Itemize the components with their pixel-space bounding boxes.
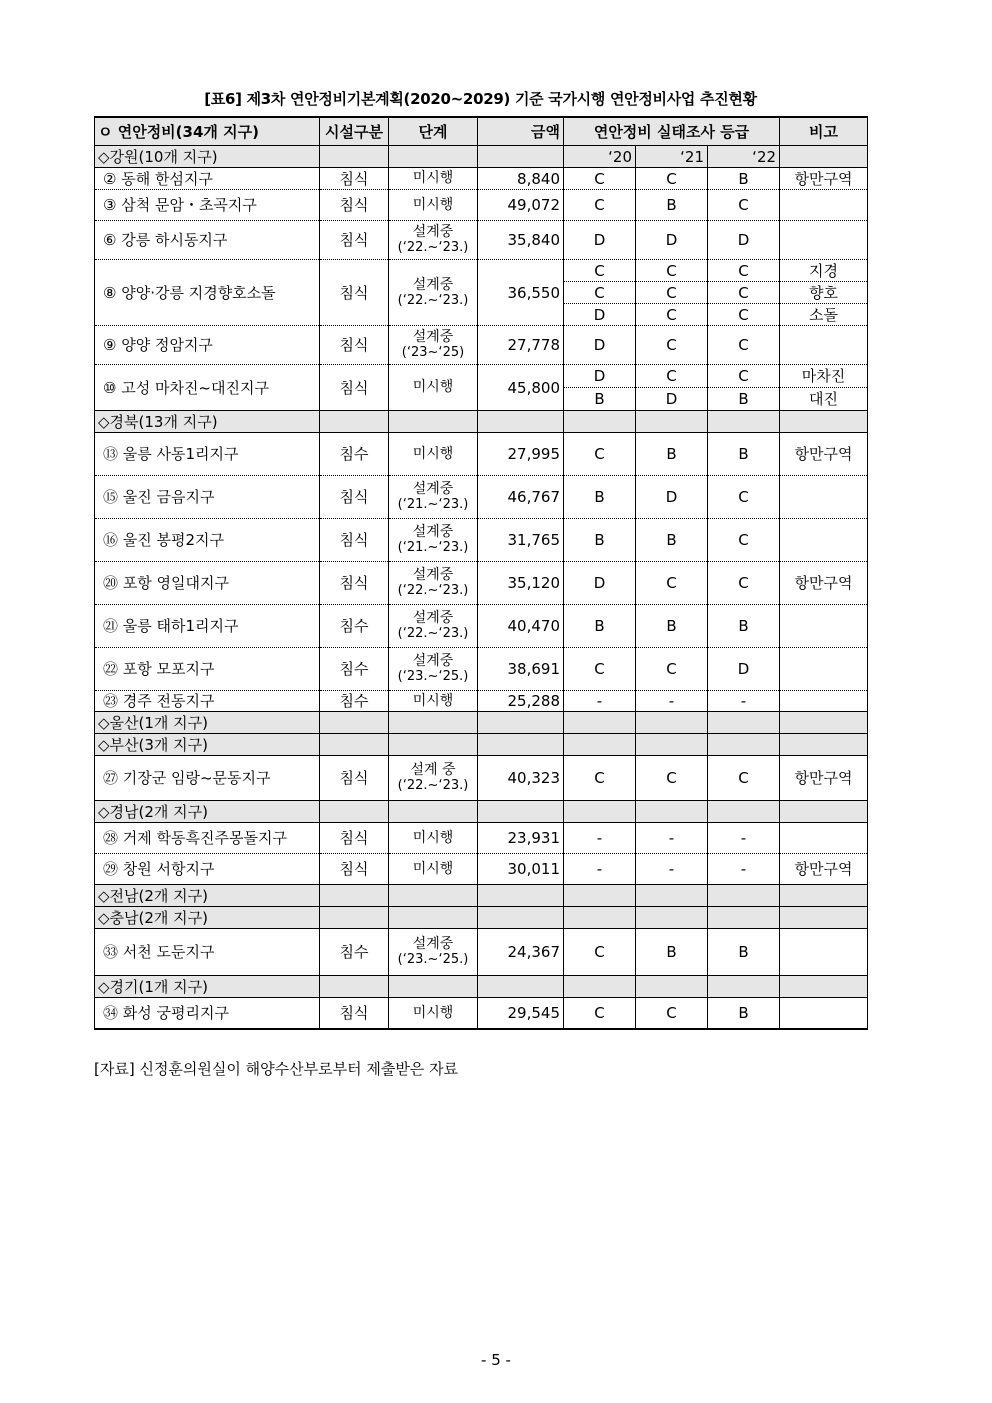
survey-grade: C [708,519,780,562]
survey-grade: B [708,998,780,1030]
stage-status: 미시행 [412,860,454,877]
survey-grade: C [564,756,636,801]
survey-grade: C [564,282,636,304]
region-row [95,146,868,168]
stage-cell [389,365,478,411]
empty-cell [478,146,564,168]
survey-grade: - [708,691,780,712]
survey-year [564,712,636,734]
district-name: ㉘ 거제 학동흑진주몽돌지구 [95,823,320,854]
empty-cell [780,712,868,734]
survey-grade: D [636,476,708,519]
stage-cell [389,168,478,190]
survey-year [708,734,780,756]
header-survey: 연안정비 실태조사 등급 [564,117,780,146]
survey-grade: B [636,190,708,221]
table-row [95,691,868,712]
empty-cell [478,712,564,734]
note-cell: 소돌 [780,304,868,326]
district-name: ⑧ 양양·강릉 지경향호소돌 [95,260,320,326]
note-cell: 항만구역 [780,168,868,190]
region-label: ◇울산(1개 지구) [95,712,320,734]
empty-cell [389,712,478,734]
stage-status: 설계 중 [410,762,456,778]
stage-status: 미시행 [412,196,454,213]
stage-cell [389,221,478,260]
survey-grade: B [636,433,708,476]
survey-grade: B [708,388,780,411]
note-cell: 항만구역 [780,854,868,885]
empty-cell [320,976,389,998]
survey-year [636,712,708,734]
survey-year [708,885,780,907]
facility-type: 침수 [320,691,389,712]
survey-grade: - [708,854,780,885]
stage-cell [389,691,478,712]
region-row [95,411,868,433]
survey-grade: C [564,998,636,1030]
survey-grade: B [636,605,708,648]
survey-grade: - [708,823,780,854]
survey-grade: C [708,190,780,221]
empty-cell [478,907,564,929]
survey-grade: B [564,605,636,648]
facility-type: 침수 [320,605,389,648]
stage-status: 미시행 [412,829,454,846]
survey-grade: D [636,388,708,411]
region-label: ◇충남(2개 지구) [95,907,320,929]
survey-grade: D [564,365,636,388]
district-name: ㉙ 창원 서항지구 [95,854,320,885]
district-name: ③ 삼척 문암・초곡지구 [95,190,320,221]
survey-grade: C [636,998,708,1030]
survey-grade: B [708,605,780,648]
stage-cell [389,998,478,1030]
amount-value: 31,765 [478,519,564,562]
stage-period: (‘22.~‘23.) [397,626,469,641]
amount-value: 40,470 [478,605,564,648]
empty-cell [478,411,564,433]
header-facility: 시설구분 [320,117,389,146]
survey-grade: C [636,365,708,388]
survey-grade: B [708,929,780,976]
survey-year: ‘21 [636,146,708,168]
table-row [95,190,868,221]
header-district: ㅇ 연안정비(34개 지구) [95,117,320,146]
stage-period: (‘22.~‘23.) [397,778,469,793]
note-cell [780,326,868,365]
survey-grade: C [708,304,780,326]
note-cell: 항만구역 [780,433,868,476]
region-label: ◇경북(13개 지구) [95,411,320,433]
project-status-table [94,116,868,1030]
survey-grade: D [564,326,636,365]
empty-cell [780,907,868,929]
amount-value: 8,840 [478,168,564,190]
header-amount: 금액 [478,117,564,146]
district-name: ㉑ 울릉 태하1리지구 [95,605,320,648]
survey-year [708,907,780,929]
empty-cell [389,907,478,929]
table-row [95,168,868,190]
stage-status: 설계중 [412,653,454,669]
stage-period: (‘22.~‘23.) [397,240,469,255]
amount-value: 36,550 [478,260,564,326]
table-row [95,260,868,282]
survey-grade: C [636,260,708,282]
survey-grade: B [708,168,780,190]
amount-value: 38,691 [478,648,564,691]
amount-value: 29,545 [478,998,564,1030]
note-cell: 항만구역 [780,756,868,801]
survey-grade: B [564,519,636,562]
stage-status: 설계중 [412,276,454,293]
note-cell [780,221,868,260]
survey-grade: D [564,221,636,260]
table-row [95,823,868,854]
source-note: [자료] 신정훈의원실이 해양수산부로부터 제출받은 자료 [94,1060,459,1078]
survey-grade: C [708,756,780,801]
amount-value: 46,767 [478,476,564,519]
district-name: ⑯ 울진 봉평2지구 [95,519,320,562]
survey-year [564,801,636,823]
stage-cell [389,326,478,365]
empty-cell [389,885,478,907]
table-row [95,365,868,388]
survey-year [564,976,636,998]
table-row [95,854,868,885]
note-cell: 향호 [780,282,868,304]
facility-type: 침식 [320,756,389,801]
stage-status: 설계중 [412,524,454,540]
stage-cell [389,562,478,605]
facility-type: 침수 [320,929,389,976]
region-label: ◇경기(1개 지구) [95,976,320,998]
stage-status: 설계중 [412,610,454,626]
survey-year [564,885,636,907]
stage-cell [389,476,478,519]
empty-cell [320,146,389,168]
survey-grade: C [708,562,780,605]
empty-cell [389,734,478,756]
note-cell: 마차진 [780,365,868,388]
survey-grade: C [564,190,636,221]
facility-type: 침식 [320,365,389,411]
survey-grade: - [564,854,636,885]
table-row [95,605,868,648]
empty-cell [320,801,389,823]
survey-grade: - [636,854,708,885]
stage-status: 미시행 [412,445,454,462]
note-cell [780,823,868,854]
facility-type: 침식 [320,854,389,885]
survey-year [564,411,636,433]
survey-grade: B [564,388,636,411]
page-number: - 5 - [481,1351,511,1369]
note-cell [780,476,868,519]
note-cell: 항만구역 [780,562,868,605]
empty-cell [780,411,868,433]
facility-type: 침식 [320,998,389,1030]
survey-year [636,976,708,998]
survey-year: ‘20 [564,146,636,168]
table-row [95,562,868,605]
stage-cell [389,433,478,476]
region-label: ◇전남(2개 지구) [95,885,320,907]
table-row [95,433,868,476]
note-cell: 대진 [780,388,868,411]
note-cell [780,190,868,221]
survey-year [708,712,780,734]
empty-cell [389,411,478,433]
empty-cell [389,801,478,823]
header-note: 비고 [780,117,868,146]
survey-grade: C [708,326,780,365]
district-name: ⑮ 울진 금음지구 [95,476,320,519]
table-row [95,519,868,562]
survey-grade: D [564,304,636,326]
facility-type: 침수 [320,648,389,691]
region-row [95,734,868,756]
facility-type: 침식 [320,562,389,605]
table-row [95,998,868,1030]
stage-cell [389,929,478,976]
district-name: ⑩ 고성 마차진~대진지구 [95,365,320,411]
stage-cell [389,190,478,221]
note-cell [780,929,868,976]
note-cell: 지경 [780,260,868,282]
survey-grade: C [564,260,636,282]
amount-value: 23,931 [478,823,564,854]
survey-grade: - [636,823,708,854]
stage-cell [389,648,478,691]
table-row [95,648,868,691]
empty-cell [780,976,868,998]
amount-value: 49,072 [478,190,564,221]
amount-value: 35,120 [478,562,564,605]
survey-grade: C [708,282,780,304]
header-row [95,117,868,146]
survey-grade: C [564,648,636,691]
amount-value: 25,288 [478,691,564,712]
survey-grade: C [708,476,780,519]
survey-grade: C [636,168,708,190]
stage-status: 설계중 [412,567,454,583]
empty-cell [320,411,389,433]
stage-period: (‘23.~‘25.) [397,669,469,684]
table-title: [표6] 제3차 연안정비기본계획(2020~2029) 기준 국가시행 연안정비사업 추진현황 [204,90,757,108]
survey-year [636,885,708,907]
stage-period: (‘23.~‘25.) [397,952,469,967]
facility-type: 침식 [320,221,389,260]
table-row [95,929,868,976]
stage-period: (‘22.~‘23.) [397,583,469,598]
stage-status: 설계중 [412,329,454,345]
survey-grade: D [708,221,780,260]
empty-cell [320,734,389,756]
district-name: ⑨ 양양 정암지구 [95,326,320,365]
empty-cell [478,885,564,907]
district-name: ㉞ 화성 궁평리지구 [95,998,320,1030]
empty-cell [478,801,564,823]
region-label: ◇경남(2개 지구) [95,801,320,823]
stage-status: 설계중 [412,224,454,240]
stage-cell [389,756,478,801]
region-label: ◇부산(3개 지구) [95,734,320,756]
stage-status: 미시행 [412,692,454,709]
stage-cell [389,260,478,326]
empty-cell [320,712,389,734]
stage-period: (‘21.~‘23.) [397,497,469,512]
survey-grade: C [636,282,708,304]
header-stage: 단계 [389,117,478,146]
survey-grade: B [708,433,780,476]
survey-grade: C [708,365,780,388]
stage-status: 미시행 [412,379,454,395]
note-cell [780,648,868,691]
facility-type: 침식 [320,519,389,562]
amount-value: 27,778 [478,326,564,365]
survey-grade: C [708,260,780,282]
note-cell [780,998,868,1030]
facility-type: 침식 [320,326,389,365]
facility-type: 침식 [320,823,389,854]
survey-grade: D [708,648,780,691]
table-row [95,326,868,365]
district-name: ⑥ 강릉 하시동지구 [95,221,320,260]
survey-grade: B [564,476,636,519]
empty-cell [389,146,478,168]
district-name: ㉝ 서천 도둔지구 [95,929,320,976]
empty-cell [478,734,564,756]
empty-cell [780,885,868,907]
facility-type: 침식 [320,260,389,326]
stage-period: (‘22.~‘23.) [397,292,469,308]
facility-type: 침수 [320,433,389,476]
survey-grade: D [564,562,636,605]
district-name: ⑬ 울릉 사동1리지구 [95,433,320,476]
stage-status: 미시행 [412,170,454,186]
region-row [95,801,868,823]
survey-grade: C [636,304,708,326]
survey-grade: B [636,519,708,562]
table-row [95,756,868,801]
survey-year [564,734,636,756]
survey-grade: C [564,168,636,190]
empty-cell [320,885,389,907]
amount-value: 40,323 [478,756,564,801]
amount-value: 24,367 [478,929,564,976]
note-cell [780,519,868,562]
table-row [95,476,868,519]
survey-year [564,907,636,929]
stage-status: 설계중 [412,481,454,497]
survey-grade: - [564,823,636,854]
survey-year [708,801,780,823]
region-row [95,907,868,929]
district-name: ㉒ 포항 모포지구 [95,648,320,691]
survey-year [708,411,780,433]
empty-cell [320,907,389,929]
survey-grade: C [564,433,636,476]
region-label: ◇강원(10개 지구) [95,146,320,168]
survey-grade: D [636,221,708,260]
survey-grade: C [636,326,708,365]
region-row [95,885,868,907]
survey-year [708,976,780,998]
survey-grade: C [636,562,708,605]
district-name: ㉓ 경주 전동지구 [95,691,320,712]
table-row [95,221,868,260]
stage-cell [389,823,478,854]
amount-value: 30,011 [478,854,564,885]
region-row [95,712,868,734]
district-name: ㉗ 기장군 임랑~문동지구 [95,756,320,801]
amount-value: 27,995 [478,433,564,476]
empty-cell [389,976,478,998]
survey-year [636,907,708,929]
survey-grade: - [636,691,708,712]
survey-grade: C [636,756,708,801]
empty-cell [780,734,868,756]
empty-cell [780,801,868,823]
empty-cell [478,976,564,998]
survey-year [636,411,708,433]
amount-value: 45,800 [478,365,564,411]
survey-year: ‘22 [708,146,780,168]
facility-type: 침식 [320,168,389,190]
amount-value: 35,840 [478,221,564,260]
district-name: ⑳ 포항 영일대지구 [95,562,320,605]
stage-cell [389,605,478,648]
stage-cell [389,854,478,885]
facility-type: 침식 [320,190,389,221]
note-cell [780,605,868,648]
stage-cell [389,519,478,562]
empty-cell [780,146,868,168]
stage-status: 미시행 [412,1004,454,1021]
stage-period: (‘23~‘25) [401,345,465,360]
survey-grade: C [564,929,636,976]
survey-grade: C [636,648,708,691]
survey-grade: B [636,929,708,976]
survey-year [636,801,708,823]
facility-type: 침식 [320,476,389,519]
district-name: ② 동해 한섬지구 [95,168,320,190]
survey-grade: - [564,691,636,712]
survey-year [636,734,708,756]
stage-period: (‘21.~‘23.) [397,540,469,555]
note-cell [780,691,868,712]
region-row [95,976,868,998]
stage-status: 설계중 [412,936,454,952]
